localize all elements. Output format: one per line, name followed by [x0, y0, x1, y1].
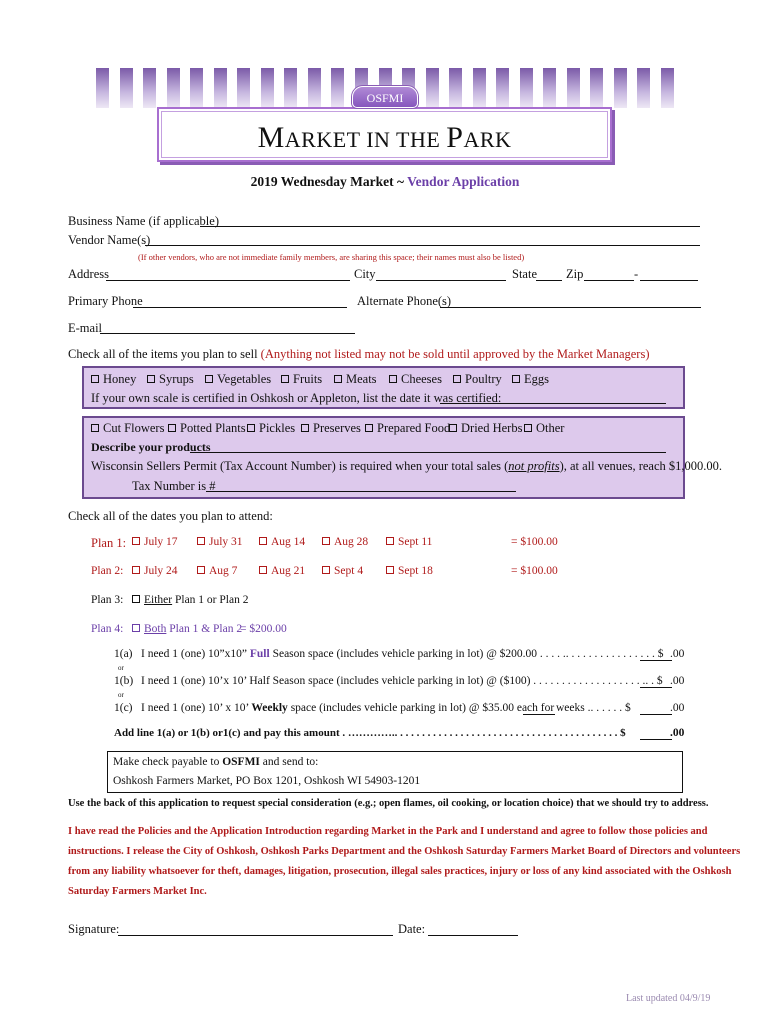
- title-cap-p: P: [446, 121, 464, 154]
- checkbox-icon[interactable]: [259, 537, 267, 545]
- city-field[interactable]: [376, 280, 506, 281]
- agreement-line-2: instructions. I release the City of Oshkosh, Oshkosh Parks Department and the Oshkosh Saturday Farmers Market Board of Directors and volunteers: [68, 846, 741, 857]
- awning-stripe: [496, 68, 509, 108]
- agreement-line-1: I have read the Policies and the Application Introduction regarding Market in the Park and I understand and agree to follow those policies and: [68, 826, 708, 837]
- fee-total-cents: .00: [670, 727, 685, 739]
- fee-1b-code: 1(b): [114, 675, 134, 687]
- awning-stripe: [637, 68, 650, 108]
- fee-1c-amount-field[interactable]: [640, 714, 672, 715]
- checkbox-icon[interactable]: [91, 424, 99, 432]
- awning-stripe: [661, 68, 674, 108]
- item-meats[interactable]: [334, 372, 377, 387]
- page-subtitle: [0, 174, 770, 190]
- date-label: Aug 28: [334, 536, 369, 548]
- checkbox-icon[interactable]: [132, 595, 140, 603]
- awning-stripe: [473, 68, 486, 108]
- plan-1-price: = $100.00: [511, 536, 558, 548]
- checkbox-icon[interactable]: [197, 537, 205, 545]
- checkbox-icon[interactable]: [389, 375, 397, 383]
- payment-payee: OSFMI: [222, 756, 260, 768]
- address-label: Address: [68, 267, 109, 281]
- awning-stripe: [449, 68, 462, 108]
- last-updated: Last updated 04/9/19: [626, 993, 711, 1004]
- item-label: Fruits: [293, 372, 323, 386]
- date-label: July 24: [144, 565, 178, 577]
- plan-3-label: Plan 3:: [91, 594, 124, 606]
- checkbox-icon[interactable]: [259, 566, 267, 574]
- item-label: Dried Herbs: [461, 421, 523, 435]
- tax-number-label: Tax Number is #: [132, 479, 216, 493]
- date-label: Aug 7: [209, 565, 238, 577]
- checkbox-icon[interactable]: [512, 375, 520, 383]
- item-preserves[interactable]: [301, 421, 361, 436]
- date-label: Sept 18: [398, 565, 433, 577]
- plan-1-date-3[interactable]: [259, 536, 305, 548]
- awning-stripe: [308, 68, 321, 108]
- item-prepared-food[interactable]: [365, 421, 450, 436]
- fee-1a-code: 1(a): [114, 648, 133, 660]
- plan-1-date-5[interactable]: [386, 536, 432, 548]
- zip-label: Zip: [566, 267, 584, 281]
- tax-number-field[interactable]: [206, 491, 516, 492]
- checkbox-icon[interactable]: [205, 375, 213, 383]
- item-poultry[interactable]: [453, 372, 502, 387]
- fee-1a-pre: I need 1 (one) 10”x10”: [141, 648, 250, 660]
- checkbox-icon[interactable]: [281, 375, 289, 383]
- plan-2-date-4[interactable]: [322, 565, 363, 577]
- special-consideration-note: Use the back of this application to request special consideration (e.g.; open flames, oil cooking, or location choice) that we should try to address.: [68, 798, 709, 809]
- checkbox-icon[interactable]: [132, 566, 140, 574]
- alt-phone-label: Alternate Phone(s): [357, 294, 452, 308]
- checkbox-icon[interactable]: [147, 375, 155, 383]
- item-eggs[interactable]: [512, 372, 549, 387]
- vendor-names-note: (If other vendors, who are not immediate family members, are sharing this space; their names must also be listed): [138, 252, 525, 262]
- item-label: Cheeses: [401, 372, 442, 386]
- checkbox-icon[interactable]: [91, 375, 99, 383]
- awning-stripe: [284, 68, 297, 108]
- alt-phone-field[interactable]: [440, 307, 701, 308]
- awning-stripe: [190, 68, 203, 108]
- payment-line-1: [113, 756, 318, 768]
- items-prompt-text: Check all of the items you plan to sell: [68, 347, 261, 361]
- city-label: City: [354, 267, 376, 281]
- awning-stripe: [590, 68, 603, 108]
- fee-1a-text: [141, 648, 664, 660]
- plan-1-date-4[interactable]: [322, 536, 368, 548]
- plan-2-label: Plan 2:: [91, 565, 124, 577]
- fee-total-text: Add line 1(a) or 1(b) or1(c) and pay this amount . ………….. . . . . . . . . . . . . . . . . . . . . . . . . . . . . . . . . . . . . . . . . $: [114, 727, 626, 739]
- date-label: Aug 14: [271, 536, 306, 548]
- awning-stripe: [426, 68, 439, 108]
- plan-1-date-1[interactable]: [132, 536, 178, 548]
- state-field[interactable]: [536, 280, 562, 281]
- zip-separator: -: [634, 267, 639, 281]
- checkbox-icon[interactable]: [322, 537, 330, 545]
- fee-1a-post: Season space (includes vehicle parking in lot) @ $200.00 . . . . .. . . . . . . . . . . . . . . . $: [269, 648, 664, 660]
- checkbox-icon[interactable]: [322, 566, 330, 574]
- awning-stripe: [261, 68, 274, 108]
- date-label: Sept 4: [334, 565, 364, 577]
- payment-pre: Make check payable to: [113, 756, 223, 768]
- checkbox-icon[interactable]: [524, 424, 532, 432]
- date-label: Aug 21: [271, 565, 306, 577]
- item-label: Vegetables: [217, 372, 272, 386]
- checkbox-icon[interactable]: [334, 375, 342, 383]
- item-label: Cut Flowers: [103, 421, 165, 435]
- checkbox-icon[interactable]: [247, 424, 255, 432]
- item-label: Honey: [103, 372, 137, 386]
- awning-stripe: [237, 68, 250, 108]
- vendor-names-label: Vendor Name(s): [68, 233, 151, 247]
- checkbox-icon[interactable]: [168, 424, 176, 432]
- payment-address: Oshkosh Farmers Market, PO Box 1201, Oshkosh WI 54903-1201: [113, 775, 421, 787]
- fee-total-amount-field[interactable]: [640, 739, 672, 740]
- checkbox-icon[interactable]: [453, 375, 461, 383]
- primary-phone-field[interactable]: [133, 307, 347, 308]
- awning-stripe: [543, 68, 556, 108]
- fee-1a-full: Full: [249, 648, 270, 660]
- plan-4-text: Plan 1 & Plan 2: [166, 623, 243, 635]
- plan-2-date-1[interactable]: [132, 565, 178, 577]
- item-label: Other: [536, 421, 565, 435]
- fee-1c-pre: I need 1 (one) 10’ x 10’: [141, 702, 252, 714]
- scale-note: If your own scale is certified in Oshkosh or Appleton, list the date it was certified:: [91, 391, 502, 405]
- zip-ext-field[interactable]: [640, 280, 698, 281]
- agreement-line-3: from any liability whatsoever for theft, damages, litigation, prosecution, illegal sales practices, injury or loss of any kind associated with the Oshkosh: [68, 866, 732, 877]
- checkbox-icon[interactable]: [449, 424, 457, 432]
- plan-1-label: Plan 1:: [91, 536, 127, 550]
- checkbox-icon[interactable]: [386, 537, 394, 545]
- primary-phone-label: Primary Phone: [68, 294, 143, 308]
- signature-label: Signature:: [68, 922, 120, 936]
- item-honey[interactable]: [91, 372, 136, 387]
- title-cap-m: M: [257, 121, 285, 154]
- describe-products-label: Describe your products: [91, 440, 211, 454]
- item-potted-plants[interactable]: [168, 421, 246, 436]
- title-part-2: ARK: [463, 127, 512, 152]
- item-label: Meats: [346, 372, 377, 386]
- fee-1c-post: space (includes vehicle parking in lot) @ $35.00 each for: [287, 702, 555, 714]
- agreement-line-4: Saturday Farmers Market Inc.: [68, 886, 207, 897]
- item-label: Syrups: [159, 372, 194, 386]
- fee-1c-weeks-field[interactable]: [523, 714, 555, 715]
- plan-2-date-5[interactable]: [386, 565, 433, 577]
- item-other[interactable]: [524, 421, 564, 436]
- item-syrups[interactable]: [147, 372, 194, 387]
- awning-stripe: [167, 68, 180, 108]
- checkbox-icon[interactable]: [386, 566, 394, 574]
- signature-field[interactable]: [118, 935, 393, 936]
- title-part-1: ARKET IN THE: [284, 127, 447, 152]
- checkbox-icon[interactable]: [132, 624, 140, 632]
- business-name-field[interactable]: [200, 226, 700, 227]
- item-dried-herbs[interactable]: [449, 421, 522, 436]
- awning-stripe: [143, 68, 156, 108]
- item-label: Eggs: [524, 372, 549, 386]
- vendor-names-field[interactable]: [145, 245, 700, 246]
- subtitle-accent: Vendor Application: [407, 174, 520, 189]
- permit-note-1: Wisconsin Sellers Permit (Tax Account Number) is required when your total sales (: [91, 459, 509, 473]
- address-field[interactable]: [106, 280, 350, 281]
- dates-prompt: Check all of the dates you plan to attend:: [68, 509, 273, 523]
- fee-1c-weeks: weeks .. . . . . . $: [556, 702, 631, 714]
- page-title: [159, 121, 610, 155]
- plan-2-date-2[interactable]: [197, 565, 237, 577]
- awning-stripe: [214, 68, 227, 108]
- item-vegetables[interactable]: [205, 372, 271, 387]
- scale-date-field[interactable]: [440, 403, 666, 404]
- awning-stripe: [120, 68, 133, 108]
- awning-stripe: [614, 68, 627, 108]
- permit-note: [91, 459, 722, 474]
- awning-stripe: [567, 68, 580, 108]
- item-label: Pickles: [259, 421, 296, 435]
- checkbox-icon[interactable]: [132, 537, 140, 545]
- item-pickles[interactable]: [247, 421, 295, 436]
- item-cut-flowers[interactable]: [91, 421, 164, 436]
- business-name-label: Business Name (if applicable): [68, 214, 219, 228]
- plan-3-text: Plan 1 or Plan 2: [172, 594, 249, 606]
- plan-4-label: Plan 4:: [91, 623, 124, 635]
- plan-2-date-3[interactable]: [259, 565, 305, 577]
- items-prompt-note: (Anything not listed may not be sold until approved by the Market Managers): [260, 347, 650, 361]
- plan-4-price: = $200.00: [240, 623, 287, 635]
- fee-1c-cents: .00: [670, 702, 685, 714]
- date-label: July 17: [144, 536, 178, 548]
- plan-3-either: Either: [144, 594, 173, 606]
- email-label: E-mail: [68, 321, 103, 335]
- osfmi-badge: OSFMI: [352, 86, 418, 108]
- describe-products-field[interactable]: [190, 452, 666, 453]
- checkbox-icon[interactable]: [301, 424, 309, 432]
- payment-post: and send to:: [259, 756, 319, 768]
- item-label: Potted Plants: [180, 421, 246, 435]
- plan-2-price: = $100.00: [511, 565, 558, 577]
- item-label: Preserves: [313, 421, 361, 435]
- fee-1c-text: [141, 702, 554, 714]
- plan-4-option[interactable]: [132, 623, 242, 635]
- fee-1c-code: 1(c): [114, 702, 133, 714]
- item-label: Prepared Food: [377, 421, 451, 435]
- date-label: Sept 11: [398, 536, 433, 548]
- fee-1c-weekly: Weekly: [251, 702, 288, 714]
- item-label: Poultry: [465, 372, 502, 386]
- permit-note-emphasis: not profits: [508, 459, 560, 473]
- fee-1a-cents: .00: [670, 648, 685, 660]
- item-cheeses[interactable]: [389, 372, 442, 387]
- email-field[interactable]: [100, 333, 355, 334]
- zip-field[interactable]: [584, 280, 634, 281]
- date-label: July 31: [209, 536, 243, 548]
- fee-1a-amount-field[interactable]: [640, 660, 672, 661]
- items-prompt: [68, 347, 649, 362]
- state-label: State: [512, 267, 537, 281]
- date-field[interactable]: [428, 935, 518, 936]
- plan-1-date-2[interactable]: [197, 536, 243, 548]
- fee-1b-amount-field[interactable]: [640, 687, 672, 688]
- plan-3-option[interactable]: [132, 594, 248, 606]
- awning-stripe: [520, 68, 533, 108]
- awning-stripe: [96, 68, 109, 108]
- permit-note-2: ), at all venues, reach $1,000.00.: [559, 459, 723, 473]
- or-1: or: [118, 664, 124, 672]
- fee-1b-text: I need 1 (one) 10’x 10’ Half Season space (includes vehicle parking in lot) @ ($100) . . . . . . . . . . . . . . . . . . . .. . $: [141, 675, 663, 687]
- checkbox-icon[interactable]: [197, 566, 205, 574]
- item-fruits[interactable]: [281, 372, 322, 387]
- date-label: Date:: [398, 922, 426, 936]
- subtitle-text: 2019 Wednesday Market ~: [250, 174, 408, 189]
- fee-1b-cents: .00: [670, 675, 685, 687]
- awning-stripe: [331, 68, 344, 108]
- plan-4-both: Both: [144, 623, 167, 635]
- title-box: [157, 107, 612, 162]
- checkbox-icon[interactable]: [365, 424, 373, 432]
- or-2: or: [118, 691, 124, 699]
